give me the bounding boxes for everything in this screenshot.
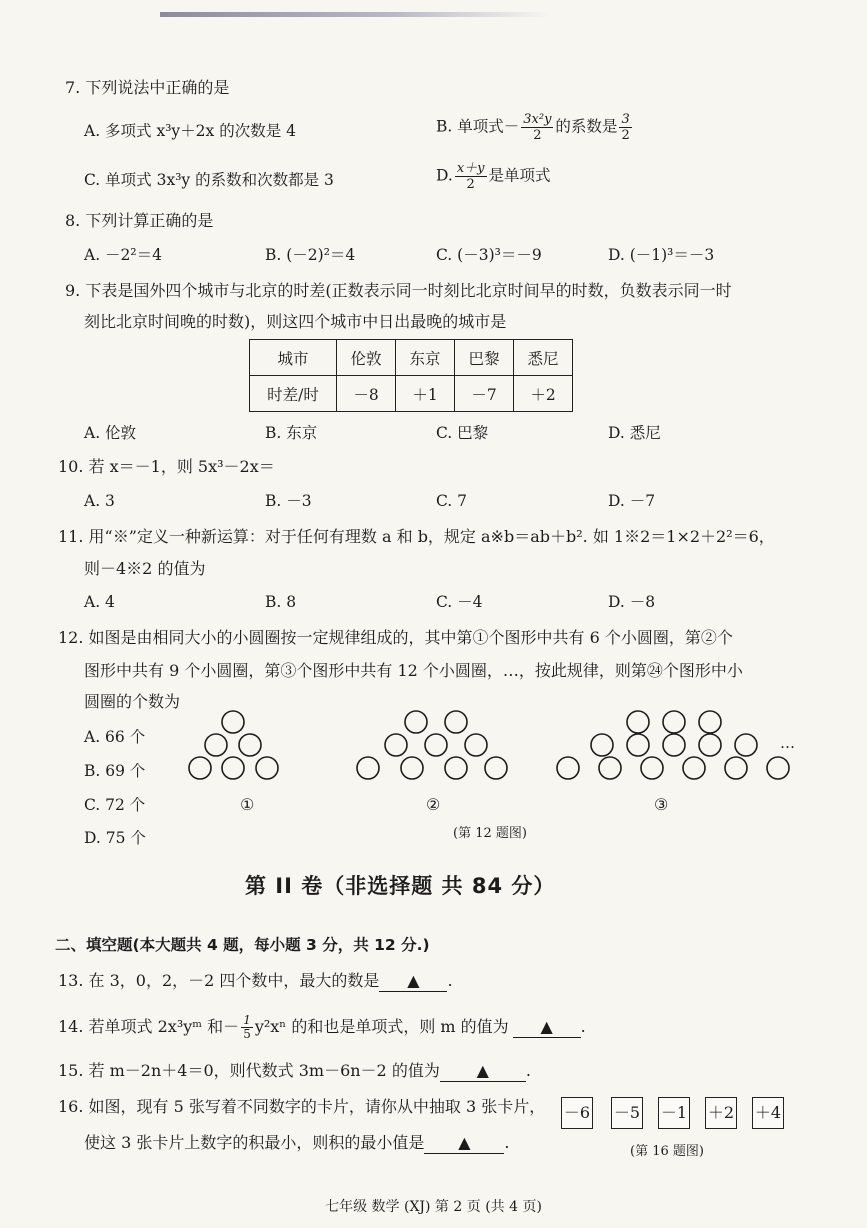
- circle-icon: [641, 757, 663, 779]
- q12-stem-line3: 圆圈的个数为: [84, 692, 181, 711]
- q9-stem-line2: 刻比北京时间晚的时数)，则这四个城市中日出最晚的城市是: [84, 312, 507, 331]
- figure-label-3: ③: [654, 795, 669, 814]
- number-card: －6: [561, 1097, 593, 1129]
- circle-icon: [663, 734, 685, 756]
- q10-option-c: C. 7: [436, 492, 468, 510]
- table-cell: 城市: [250, 340, 337, 376]
- q11-stem-line1: 11. 用“※”定义一种新运算：对于任何有理数 a 和 b，规定 a※b＝ab＋b². 如 1※2＝1×2＋2²＝6，: [58, 527, 775, 546]
- q11-option-d: D. －8: [608, 593, 656, 611]
- circle-icon: [699, 734, 721, 756]
- table-header-row: [250, 340, 573, 376]
- circle-icon: [405, 711, 427, 733]
- q7-b-fraction: $\frac{\text{3x²y}}{2}$: [523, 112, 552, 143]
- q11-option-c: C. －4: [436, 593, 483, 611]
- scan-edge-bar: [160, 12, 550, 17]
- q10-option-b: B. －3: [265, 492, 312, 510]
- number-card: －5: [611, 1097, 643, 1129]
- number-card: －1: [658, 1097, 690, 1129]
- q16-line2: 使这 3 张卡片上数字的积最小，则积的最小值是 ▲ .: [84, 1133, 510, 1152]
- circle-icon: [445, 757, 467, 779]
- circle-icon: [599, 757, 621, 779]
- q7-option-c: C. 单项式 3x³y 的系数和次数都是 3: [84, 171, 334, 189]
- q12-option-b: B. 69 个: [84, 762, 146, 780]
- circle-icon: [735, 734, 757, 756]
- q9-option-d: D. 悉尼: [608, 424, 661, 442]
- circle-icon: [256, 757, 278, 779]
- q12-option-d: D. 75 个: [84, 829, 146, 847]
- q11-option-a: A. 4: [84, 593, 115, 611]
- circle-icon: [485, 757, 507, 779]
- circle-icon: [465, 734, 487, 756]
- q8-option-a: A. －2²＝4: [84, 246, 162, 264]
- q8-stem: 8. 下列计算正确的是: [65, 211, 214, 230]
- q13-line: 13. 在 3，0，2，－2 四个数中，最大的数是 ▲ .: [58, 971, 453, 990]
- circle-icon: [557, 757, 579, 779]
- answer-blank[interactable]: ▲: [513, 1017, 581, 1038]
- circle-icon: [425, 734, 447, 756]
- q8-option-b: B. (－2)²＝4: [265, 246, 356, 264]
- table-cell: ＋2: [514, 376, 573, 412]
- q8-option-c: C. (－3)³＝－9: [436, 246, 542, 264]
- q12-stem-line1: 12. 如图是由相同大小的小圆圈按一定规律组成的，其中第①个图形中共有 6 个小圆圈，第②个: [58, 628, 733, 647]
- circle-icon: [591, 734, 613, 756]
- q12-figure-caption: (第 12 题图): [453, 826, 527, 841]
- circle-icon: [189, 757, 211, 779]
- number-card: ＋2: [705, 1097, 737, 1129]
- q9-option-c: C. 巴黎: [436, 424, 489, 442]
- q10-stem: 10. 若 x＝－1，则 5x³－2x＝: [58, 457, 275, 476]
- pattern-ellipsis: …: [780, 734, 795, 752]
- circle-icon: [767, 757, 789, 779]
- circle-icon: [445, 711, 467, 733]
- table-cell: －7: [455, 376, 514, 412]
- circle-icon: [222, 711, 244, 733]
- q8-option-d: D. (－1)³＝－3: [608, 246, 715, 264]
- table-cell: 东京: [396, 340, 455, 376]
- figure-label-1: ①: [240, 795, 255, 814]
- circle-icon: [627, 734, 649, 756]
- circle-pattern-figure: [180, 706, 800, 818]
- q16-line1: 16. 如图，现有 5 张写着不同数字的卡片，请你从中抽取 3 张卡片，: [58, 1097, 546, 1116]
- q12-option-c: C. 72 个: [84, 796, 146, 814]
- circle-icon: [239, 734, 261, 756]
- table-row: [250, 376, 573, 412]
- answer-blank[interactable]: ▲: [440, 1061, 526, 1082]
- circle-icon: [699, 711, 721, 733]
- q9-stem-line1: 9. 下表是国外四个城市与北京的时差(正数表示同一时刻比北京时间早的时数，负数表示同一时: [65, 281, 732, 300]
- q7-stem: 7. 下列说法中正确的是: [65, 78, 230, 97]
- circle-icon: [222, 757, 244, 779]
- table-cell: 悉尼: [514, 340, 573, 376]
- table-cell: ＋1: [396, 376, 455, 412]
- circle-icon: [357, 757, 379, 779]
- answer-blank[interactable]: ▲: [379, 971, 447, 992]
- table-cell: 时差/时: [250, 376, 337, 412]
- q12-stem-line2: 图形中共有 9 个小圆圈，第③个图形中共有 12 个小圆圈，…，按此规律，则第㉔个图形中小: [84, 661, 743, 680]
- answer-blank[interactable]: ▲: [424, 1133, 504, 1154]
- q15-line: 15. 若 m－2n＋4＝0，则代数式 3m－6n－2 的值为 ▲ .: [58, 1061, 531, 1080]
- q9-option-b: B. 东京: [265, 424, 318, 442]
- circle-icon: [385, 734, 407, 756]
- q11-stem-line2: 则－4※2 的值为: [84, 559, 206, 578]
- q9-option-a: A. 伦敦: [84, 424, 137, 442]
- time-difference-table: [249, 339, 573, 412]
- page-footer: 七年级 数学 (XJ) 第 2 页 (共 4 页): [325, 1199, 542, 1215]
- q7-option-a: A. 多项式 x³y＋2x 的次数是 4: [84, 122, 297, 140]
- circle-icon: [627, 711, 649, 733]
- part2-title: 第 II 卷（非选择题 共 84 分）: [245, 874, 556, 898]
- circle-icon: [401, 757, 423, 779]
- circle-icon: [683, 757, 705, 779]
- section2-heading: 二、填空题(本大题共 4 题，每小题 3 分，共 12 分.): [55, 936, 430, 954]
- q14-line: 14. 若单项式 2x³yᵐ 和－ $\frac{1}{5}$ y²xⁿ 的和也是单项式，则 m 的值为 ▲ .: [58, 1013, 586, 1041]
- circle-icon: [205, 734, 227, 756]
- q16-figure-caption: (第 16 题图): [630, 1144, 704, 1159]
- q12-option-a: A. 66 个: [84, 728, 146, 746]
- q10-option-a: A. 3: [84, 492, 115, 510]
- table-cell: 伦敦: [337, 340, 396, 376]
- circle-icon: [725, 757, 747, 779]
- q7-option-d: D. $\frac{x+y}{2}$ 是单项式: [436, 161, 551, 192]
- table-cell: 巴黎: [455, 340, 514, 376]
- q10-option-d: D. －7: [608, 492, 656, 510]
- table-cell: －8: [337, 376, 396, 412]
- q11-option-b: B. 8: [265, 593, 297, 611]
- q7-option-b: B. 单项式－ $\frac{\text{3x²y}}{2}$ 的系数是 $\frac{3}{2}$: [436, 112, 630, 143]
- circle-icon: [663, 711, 685, 733]
- number-card: ＋4: [752, 1097, 784, 1129]
- figure-label-2: ②: [426, 795, 441, 814]
